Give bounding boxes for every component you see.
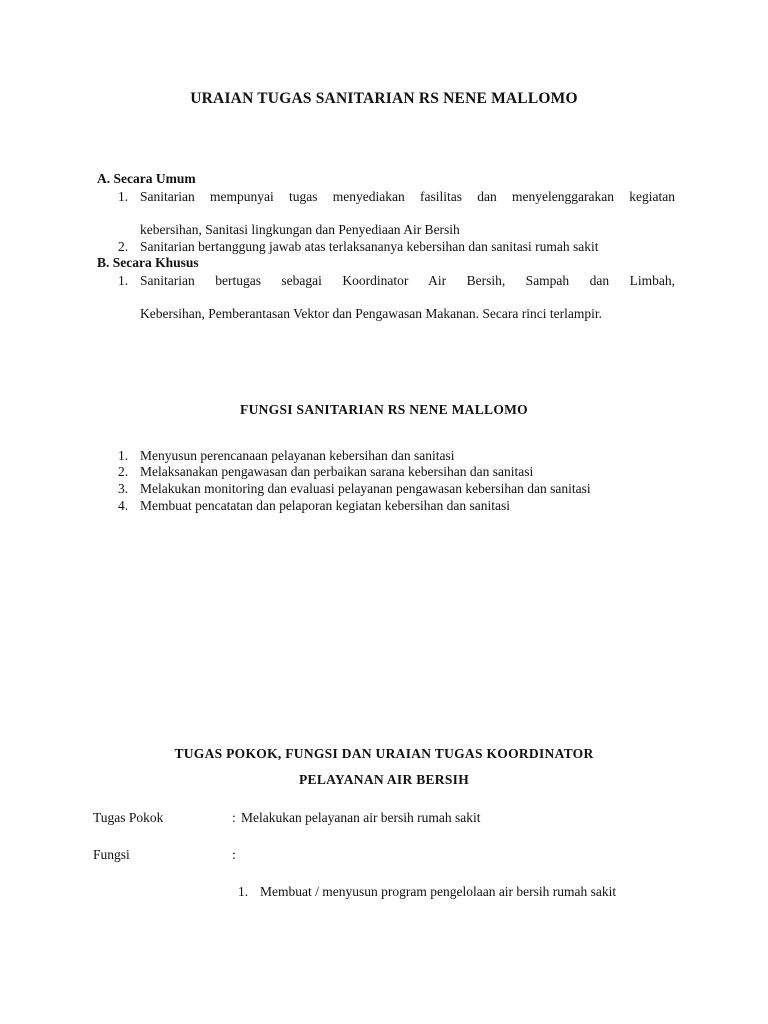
document-title: URAIAN TUGAS SANITARIAN RS NENE MALLOMO: [190, 90, 578, 107]
section-b-item-1-number: 1.: [118, 273, 129, 288]
fungsi-item-4-number: 4.: [118, 498, 129, 513]
tugas-pokok-colon: :: [232, 810, 236, 825]
section-a-item-2-number: 2.: [118, 239, 129, 254]
section-a-item-2-text: Sanitarian bertanggung jawab atas terlaksananya kebersihan dan sanitasi rumah sakit: [140, 239, 599, 254]
fungsi-item-1-number: 1.: [118, 448, 129, 463]
fungsi-item-2-number: 2.: [118, 464, 129, 479]
fungsi-item-3-text: Melakukan monitoring dan evaluasi pelayanan pengawasan kebersihan dan sanitasi: [140, 481, 591, 496]
tugas-pokok-value: Melakukan pelayanan air bersih rumah sakit: [241, 810, 481, 825]
section-a-item-1-text: Sanitarian mempunyai tugas menyediakan fasilitas dan menyelenggarakan kegiatan: [140, 189, 675, 204]
section-b-label: B. Secara Khusus: [97, 255, 199, 270]
fungsi-item-3-number: 3.: [118, 481, 129, 496]
section-a-item-1-continuation: kebersihan, Sanitasi lingkungan dan Penyediaan Air Bersih: [140, 222, 460, 237]
section-b-item-1-text: Sanitarian bertugas sebagai Koordinator Air Bersih, Sampah dan Limbah,: [140, 273, 675, 288]
koordinator-heading-line-2: PELAYANAN AIR BERSIH: [298, 772, 470, 787]
section-a-label: A. Secara Umum: [97, 171, 196, 186]
fungsi-item-2-text: Melaksanakan pengawasan dan perbaikan sarana kebersihan dan sanitasi: [140, 464, 534, 479]
section-b-item-1-continuation: Kebersihan, Pemberantasan Vektor dan Pengawasan Makanan. Secara rinci terlampir.: [140, 306, 602, 321]
section-a-item-1-number: 1.: [118, 189, 129, 204]
fungsi-label: Fungsi: [93, 847, 130, 862]
koordinator-heading-line-1: TUGAS POKOK, FUNGSI DAN URAIAN TUGAS KOORDINATOR: [174, 746, 594, 761]
fungsi-colon: :: [232, 847, 236, 862]
fungsi-item-4-text: Membuat pencatatan dan pelaporan kegiatan kebersihan dan sanitasi: [140, 498, 510, 513]
koordinator-fungsi-item-1-text: Membuat / menyusun program pengelolaan air bersih rumah sakit: [260, 884, 617, 899]
koordinator-fungsi-item-1-number: 1.: [238, 884, 249, 899]
fungsi-heading: FUNGSI SANITARIAN RS NENE MALLOMO: [240, 402, 528, 417]
tugas-pokok-label: Tugas Pokok: [93, 810, 164, 825]
fungsi-item-1-text: Menyusun perencanaan pelayanan kebersihan dan sanitasi: [140, 448, 455, 463]
